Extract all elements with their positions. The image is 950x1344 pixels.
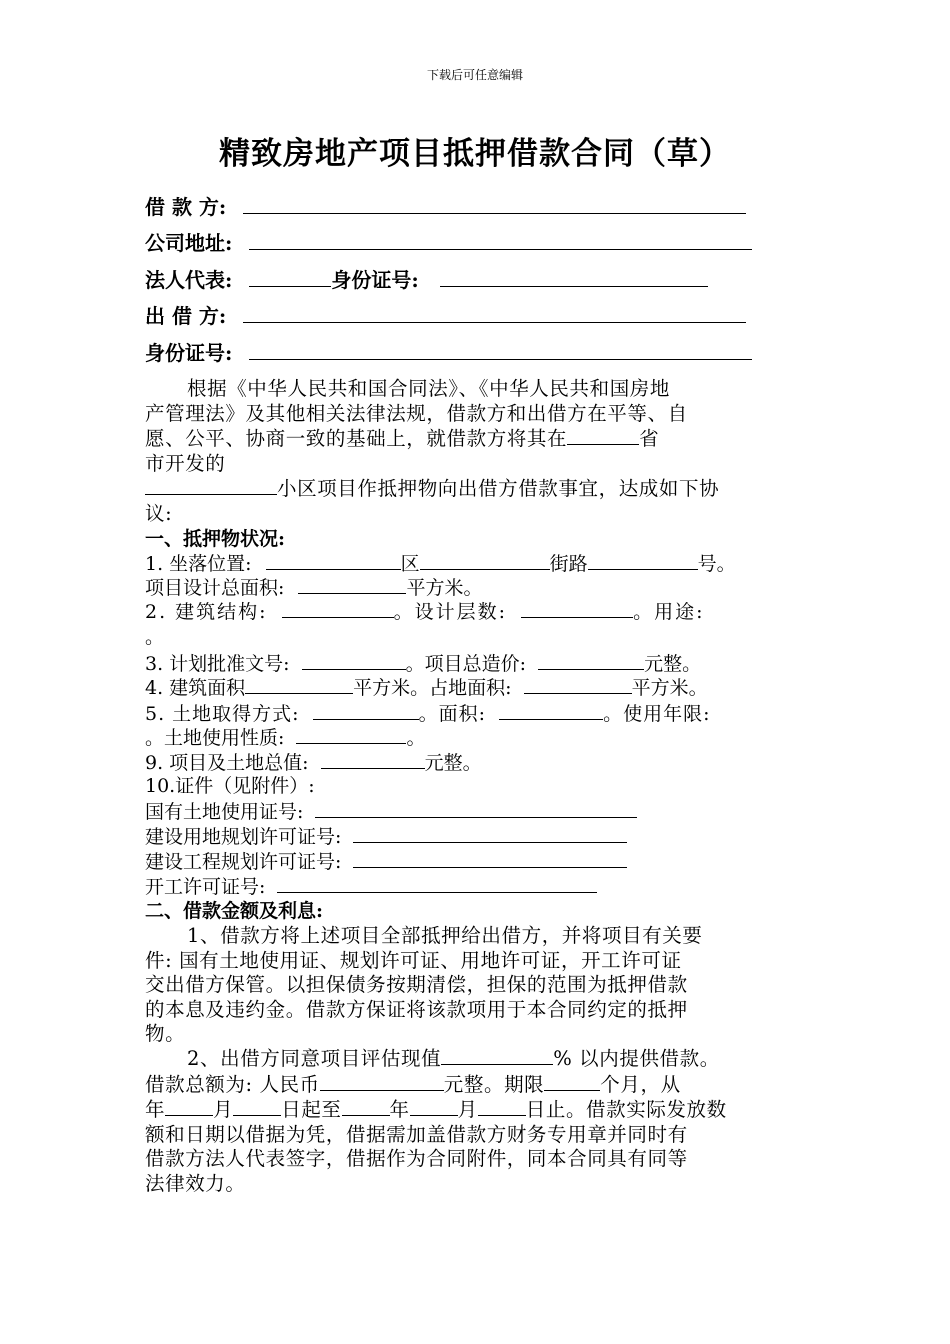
s1-text: 平方米。 — [631, 677, 708, 699]
construction-plan-permit-field[interactable] — [353, 849, 627, 868]
area-field[interactable] — [499, 701, 603, 720]
s2-text: 日止。借款实际发放数 — [525, 1098, 727, 1121]
s2-text: 借款总额为: 人民币 — [145, 1072, 320, 1096]
s1-text: 3. 计划批准文号: — [145, 653, 290, 675]
s1-text: 元整。 — [644, 653, 702, 675]
intro-paragraph — [145, 377, 805, 526]
s1-row — [145, 599, 704, 624]
s1-text: 建设工程规划许可证号: — [145, 851, 342, 873]
borrower-label: 借 款 方: — [145, 195, 227, 219]
building-area-field[interactable] — [245, 675, 353, 694]
s2-paragraph-1 — [145, 924, 805, 1047]
intro-line: 市开发的 — [145, 451, 226, 475]
s1-text: 项目设计总面积: — [145, 577, 285, 599]
valuation-field[interactable] — [441, 1046, 553, 1065]
page-title: 精致房地产项目抵押借款合同（草） — [219, 136, 731, 172]
s2-line: 额和日期以借据为凭，借据需加盖借款方财务专用章并同时有 — [145, 1122, 688, 1146]
district-field[interactable] — [420, 551, 550, 570]
s1-text: 。用途: — [633, 601, 705, 623]
borrower-line — [145, 191, 746, 221]
s1-text: 元整。 — [424, 752, 482, 774]
s1-text: 5. 土地取得方式: — [145, 703, 300, 725]
s1-text: 2. 建筑结构: — [145, 601, 268, 623]
s2-text: 元整。期限 — [443, 1072, 545, 1096]
community-field[interactable] — [145, 476, 277, 495]
s1-text: 平方米。占地面积: — [353, 677, 512, 699]
id-no-field[interactable] — [440, 264, 708, 287]
s2-line — [145, 1072, 805, 1098]
address-line — [145, 227, 752, 257]
intro-text: 愿、公平、协商一致的基础上，就借款方将其在 — [145, 427, 568, 450]
s1-text: 号。 — [697, 553, 736, 575]
s2-line: 交出借方保管。以担保债务按期清偿，担保的范围为抵押借款 — [145, 973, 688, 996]
land-cert-field[interactable] — [315, 799, 637, 818]
s2-line — [145, 1046, 805, 1072]
s1-row — [145, 551, 736, 576]
s1-row: 。 — [145, 626, 165, 648]
s2-line: 的本息及违约金。借款方保证将该款项用于本合同约定的抵押 — [145, 997, 688, 1021]
address-label: 公司地址: — [145, 231, 233, 255]
borrower-field[interactable] — [243, 191, 746, 214]
s1-row — [145, 874, 597, 899]
s1-row — [145, 651, 701, 676]
loan-amount-field[interactable] — [320, 1072, 444, 1091]
total-value-field[interactable] — [321, 750, 425, 769]
s2-text: 月 — [457, 1098, 478, 1121]
location-field[interactable] — [266, 551, 401, 570]
s1-text: 国有土地使用证号: — [145, 801, 304, 823]
lender-line — [145, 300, 746, 330]
legal-rep-field[interactable] — [249, 264, 331, 287]
s2-text: 年 — [389, 1098, 410, 1121]
end-year-field[interactable] — [342, 1097, 390, 1116]
end-day-field[interactable] — [478, 1097, 526, 1116]
lender-id-label: 身份证号: — [145, 341, 233, 365]
intro-line: 根据《中华人民共和国合同法》、《中华人民共和国房地 — [187, 377, 671, 400]
intro-line — [145, 426, 805, 452]
s2-line: 法律效力。 — [145, 1171, 246, 1195]
s1-text: 建设用地规划许可证号: — [145, 826, 342, 848]
s2-text: 2、出借方同意项目评估现值 — [187, 1047, 442, 1070]
s2-text: 年 — [145, 1098, 166, 1121]
page-header: 下载后可任意编辑 — [426, 68, 523, 82]
intro-line — [145, 476, 805, 502]
land-area-field[interactable] — [524, 675, 632, 694]
start-month-field[interactable] — [165, 1097, 213, 1116]
province-field[interactable] — [567, 426, 639, 445]
lender-field[interactable] — [243, 300, 746, 323]
s2-text: 月 — [213, 1098, 234, 1121]
intro-line: 产管理法》及其他相关法律法规，借款方和出借方在平等、自 — [145, 401, 688, 425]
id-no-label: 身份证号: — [331, 268, 419, 292]
s1-text: 。使用年限: — [603, 703, 711, 725]
s1-row — [145, 675, 708, 700]
s1-text: 1. 坐落位置: — [145, 553, 252, 575]
s2-line — [145, 1097, 805, 1123]
total-area-field[interactable] — [298, 575, 406, 594]
section-1-heading: 一、抵押物状况: — [145, 528, 286, 550]
s1-row — [145, 799, 637, 824]
s1-row: 10.证件（见附件）: — [145, 775, 315, 797]
lender-id-field[interactable] — [249, 337, 752, 360]
lender-id-line — [145, 337, 752, 367]
start-permit-field[interactable] — [277, 874, 597, 893]
land-plan-permit-field[interactable] — [353, 824, 627, 843]
s2-line: 1、借款方将上述项目全部抵押给出借方，并将项目有关要 — [187, 924, 703, 947]
s1-text: 。面积: — [418, 703, 487, 725]
s1-row — [145, 701, 710, 726]
s2-line: 物。 — [145, 1022, 186, 1045]
s1-text: 平方米。 — [406, 577, 483, 599]
s1-row — [145, 575, 482, 600]
address-field[interactable] — [249, 227, 752, 250]
s1-row — [145, 849, 627, 874]
s2-text: % 以内提供借款。 — [553, 1047, 720, 1070]
intro-text: 省 — [639, 427, 660, 450]
s2-text: 日起至 — [281, 1098, 342, 1121]
section-2-heading: 二、借款金额及利息: — [145, 900, 324, 922]
s2-text: 个月，从 — [600, 1072, 681, 1096]
s1-row — [145, 750, 482, 775]
s1-text: 9. 项目及土地总值: — [145, 752, 309, 774]
s1-text: 。项目总造价: — [405, 653, 527, 675]
land-nature-field[interactable] — [296, 725, 406, 744]
lender-label: 出 借 方: — [145, 304, 227, 328]
acquisition-field[interactable] — [313, 701, 419, 720]
s1-text: 开工许可证号: — [145, 876, 266, 898]
s1-text: 。 — [406, 727, 426, 749]
s1-text: 。土地使用性质: — [145, 727, 285, 749]
street-field[interactable] — [588, 551, 698, 570]
s1-row — [145, 824, 627, 849]
s1-row — [145, 725, 425, 750]
s1-text: 街路 — [549, 553, 588, 575]
floors-field[interactable] — [521, 599, 633, 618]
end-month-field[interactable] — [410, 1097, 458, 1116]
intro-text: 小区项目作抵押物向出借方借款事宜，达成如下协 — [277, 477, 720, 500]
legal-rep-line — [145, 264, 708, 294]
start-day-field[interactable] — [233, 1097, 281, 1116]
s2-paragraph-2 — [145, 1046, 805, 1196]
approval-no-field[interactable] — [302, 651, 406, 670]
s2-line: 件: 国有土地使用证、规划许可证、用地许可证，开工许可证 — [145, 948, 682, 972]
total-cost-field[interactable] — [538, 651, 644, 670]
legal-rep-label: 法人代表: — [145, 268, 233, 292]
s1-text: 。设计层数: — [393, 601, 508, 623]
term-field[interactable] — [544, 1072, 600, 1091]
s1-text: 区 — [400, 553, 420, 575]
structure-field[interactable] — [282, 599, 394, 618]
s1-text: 4. 建筑面积 — [145, 677, 246, 699]
s2-line: 借款方法人代表签字，借据作为合同附件，同本合同具有同等 — [145, 1147, 688, 1170]
intro-line: 议: — [145, 501, 173, 525]
